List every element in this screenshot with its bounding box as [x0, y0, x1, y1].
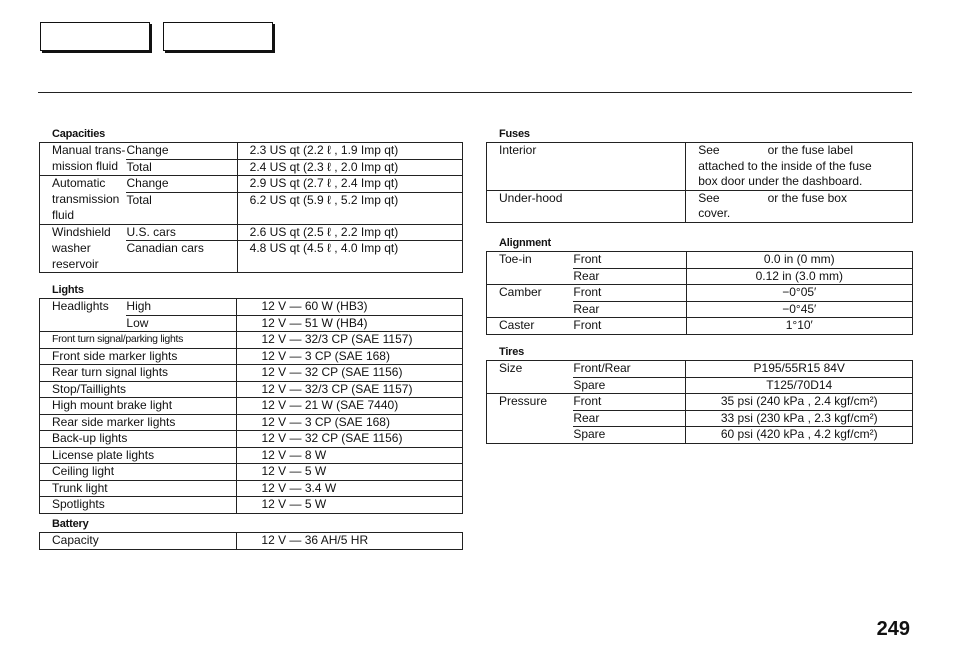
table-cell — [487, 174, 686, 190]
table-row — [487, 318, 913, 335]
table-cell: Size — [499, 361, 523, 375]
table-cell: 12 V — 60 W (HB3) — [237, 299, 463, 316]
table-row — [40, 414, 463, 431]
table-cell: box door under the dashboard. — [686, 174, 913, 190]
table-row — [40, 176, 463, 193]
table-cell: 2.9 US qt (2.7 ℓ , 2.4 Imp qt) — [237, 176, 462, 193]
table-cell: Trunk light — [40, 480, 237, 497]
fuses-title: Fuses — [499, 128, 530, 140]
table-row — [40, 447, 463, 464]
table-cell: 60 psi (420 kPa , 4.2 kgf/cm²) — [686, 427, 913, 444]
battery-title: Battery — [52, 518, 89, 530]
table-row — [487, 206, 913, 222]
table-cell: Front — [573, 394, 686, 411]
table-row — [40, 431, 463, 448]
table-cell: 0.0 in (0 mm) — [686, 252, 912, 269]
alignment-table — [486, 251, 913, 335]
table-row — [40, 398, 463, 415]
table-cell: 12 V — 32 CP (SAE 1156) — [237, 365, 463, 382]
fuse-see-label: See — [698, 190, 720, 205]
table-row — [40, 315, 463, 332]
table-cell — [487, 268, 574, 285]
table-cell: Front/Rear — [573, 361, 686, 378]
table-cell: Rear turn signal lights — [40, 365, 237, 382]
table-cell: Total — [126, 159, 237, 176]
table-cell: 0.12 in (3.0 mm) — [686, 268, 912, 285]
tires-table — [486, 360, 913, 444]
table-row — [487, 394, 913, 411]
table-cell: 2.6 US qt (2.5 ℓ , 2.2 Imp qt) — [237, 224, 462, 241]
table-row — [487, 174, 913, 190]
table-cell: Rear — [573, 301, 686, 318]
table-cell: 12 V — 36 AH/5 HR — [237, 533, 463, 550]
table-row — [40, 192, 463, 208]
table-row — [40, 381, 463, 398]
table-cell — [487, 159, 686, 175]
table-cell: Interior — [499, 143, 537, 157]
table-row — [487, 301, 913, 318]
table-cell: 2.3 US qt (2.2 ℓ , 1.9 Imp qt) — [237, 143, 462, 160]
table-cell: Spotlights — [52, 497, 105, 511]
table-cell: Rear — [573, 268, 686, 285]
table-cell: 35 psi (240 kPa , 2.4 kgf/cm²) — [686, 394, 913, 411]
table-cell: Automatic — [52, 176, 106, 190]
table-row — [487, 252, 913, 269]
table-row — [487, 361, 913, 378]
table-cell: 12 V — 32/3 CP (SAE 1157) — [237, 381, 463, 398]
table-cell: Caster — [499, 318, 535, 332]
table-cell: 12 V — 5 W — [237, 497, 463, 514]
table-row — [40, 464, 463, 481]
table-cell: −0°05′ — [686, 285, 912, 302]
table-cell: Front turn signal/parking lights — [40, 332, 237, 349]
table-cell — [686, 143, 913, 159]
table-cell — [40, 315, 127, 332]
table-cell: −0°45′ — [686, 301, 912, 318]
table-cell — [487, 410, 574, 427]
table-cell: High — [126, 299, 237, 316]
table-cell: Headlights — [52, 299, 109, 313]
table-cell: Under-hood — [499, 190, 563, 205]
table-cell: 4.8 US qt (4.5 ℓ , 4.0 Imp qt) — [237, 241, 462, 257]
table-cell: 12 V — 5 W — [237, 464, 463, 481]
table-cell: T125/70D14 — [686, 377, 913, 394]
table-row — [40, 224, 463, 241]
fuse-box-text: or the fuse box — [767, 190, 847, 205]
table-cell: Pressure — [499, 394, 548, 408]
table-cell: 1°10′ — [686, 318, 912, 335]
table-cell: attached to the inside of the fuse — [686, 159, 913, 175]
table-cell — [237, 257, 462, 273]
table-cell — [237, 208, 462, 224]
nav-box-left[interactable] — [40, 22, 150, 51]
table-cell: 12 V — 8 W — [237, 447, 463, 464]
lights-table — [39, 298, 463, 514]
table-row — [40, 332, 463, 349]
table-cell: transmission — [52, 192, 120, 206]
table-cell: 2.4 US qt (2.3 ℓ , 2.0 Imp qt) — [237, 159, 462, 176]
table-cell: 12 V — 32/3 CP (SAE 1157) — [237, 332, 463, 349]
page-number: 249 — [876, 618, 910, 640]
table-cell: Front — [573, 252, 686, 269]
table-row — [40, 497, 463, 514]
table-cell: 12 V — 3 CP (SAE 168) — [237, 348, 463, 365]
tires-title: Tires — [499, 346, 525, 358]
table-cell — [126, 257, 237, 273]
table-row — [487, 159, 913, 175]
table-cell: Camber — [499, 285, 542, 299]
nav-box-right[interactable] — [163, 22, 273, 51]
table-row — [40, 143, 463, 160]
fuses-table — [486, 142, 913, 223]
table-cell: Front — [573, 318, 602, 332]
table-cell: Change — [126, 176, 237, 193]
table-cell: reservoir — [52, 256, 99, 271]
table-cell: 12 V — 3.4 W — [237, 480, 463, 497]
table-cell: mission fluid — [40, 159, 127, 176]
table-row — [40, 159, 463, 176]
table-cell — [487, 206, 686, 222]
table-row — [487, 410, 913, 427]
table-cell: High mount brake light — [40, 398, 237, 415]
table-row — [487, 143, 913, 159]
table-cell: 12 V — 3 CP (SAE 168) — [237, 414, 463, 431]
table-cell: Canadian cars — [126, 241, 204, 255]
table-cell: Rear side marker lights — [40, 414, 237, 431]
table-cell: Change — [126, 143, 237, 160]
table-row — [40, 257, 463, 273]
table-row — [487, 377, 913, 394]
table-cell: 12 V — 51 W (HB4) — [237, 315, 463, 332]
table-cell — [487, 301, 574, 318]
table-cell: fluid — [40, 208, 127, 224]
table-cell: Spare — [573, 427, 606, 441]
lights-title: Lights — [52, 284, 84, 296]
table-row — [40, 208, 463, 224]
table-cell: Capacity — [52, 533, 99, 547]
table-cell: U.S. cars — [126, 224, 237, 241]
table-cell: Manual trans- — [52, 143, 126, 157]
table-cell: 12 V — 32 CP (SAE 1156) — [237, 431, 463, 448]
table-cell: P195/55R15 84V — [686, 361, 913, 378]
table-cell — [487, 377, 574, 394]
table-row — [487, 268, 913, 285]
table-cell: 33 psi (230 kPa , 2.3 kgf/cm²) — [686, 410, 913, 427]
table-cell — [686, 190, 913, 206]
fuse-label-text: or the fuse label — [767, 143, 853, 157]
table-cell: Windshield — [52, 224, 111, 239]
table-row — [40, 533, 463, 550]
header-rule — [38, 92, 912, 93]
table-cell: Stop/Taillights — [40, 381, 237, 398]
table-cell: Rear — [573, 410, 686, 427]
table-row — [487, 190, 913, 206]
table-row — [40, 365, 463, 382]
table-cell: Total — [126, 192, 152, 207]
capacities-table — [39, 142, 463, 273]
capacities-title: Capacities — [52, 128, 106, 140]
table-cell: Front — [573, 285, 686, 302]
table-cell: Low — [126, 315, 237, 332]
table-cell: cover. — [686, 206, 913, 222]
table-row — [40, 480, 463, 497]
table-cell: License plate lights — [40, 447, 237, 464]
table-cell: Back-up lights — [40, 431, 237, 448]
table-cell — [126, 208, 237, 224]
table-cell: 6.2 US qt (5.9 ℓ , 5.2 Imp qt) — [237, 192, 462, 208]
table-cell: washer — [52, 240, 91, 255]
table-row — [487, 285, 913, 302]
table-row — [487, 427, 913, 444]
table-row — [40, 241, 463, 257]
table-cell: Front side marker lights — [40, 348, 237, 365]
table-row — [40, 299, 463, 316]
table-cell: Toe-in — [499, 252, 532, 266]
fuse-see-label: See — [698, 143, 720, 157]
table-cell — [487, 427, 574, 444]
battery-table — [39, 532, 463, 550]
table-cell: 12 V — 21 W (SAE 7440) — [237, 398, 463, 415]
table-row — [40, 348, 463, 365]
table-cell: Ceiling light — [40, 464, 237, 481]
table-cell: Spare — [573, 377, 686, 394]
alignment-title: Alignment — [499, 237, 551, 249]
